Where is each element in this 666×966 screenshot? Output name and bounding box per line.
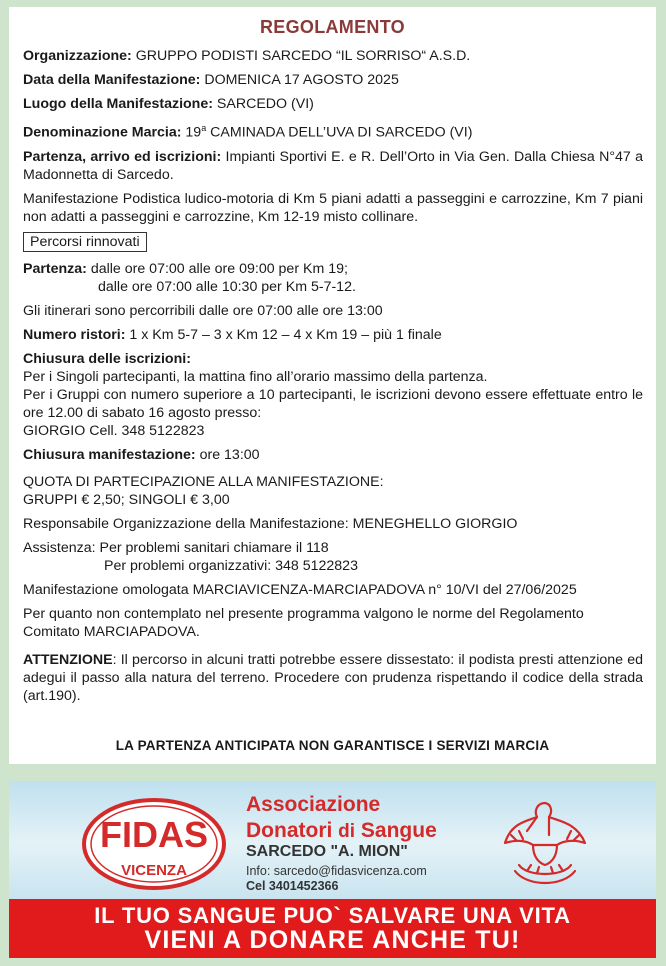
- stations-value: 1 x Km 5-7 – 3 x Km 12 – 4 x Km 19 – più 1 finale: [125, 326, 442, 343]
- stations-label: Numero ristori:: [23, 326, 126, 343]
- contact-email: Info: sarcedo@fidasvicenza.com: [246, 864, 427, 878]
- contact-phone: Cel 3401452366: [246, 879, 339, 893]
- assistance-block: [23, 539, 643, 575]
- association-word2: di: [338, 821, 356, 842]
- renewed-routes-box: Percorsi rinnovati: [23, 232, 147, 252]
- departure-line1: dalle ore 07:00 alle ore 09:00 per Km 19;: [86, 260, 348, 277]
- section-town: SARCEDO "A. MION": [246, 843, 408, 860]
- place-value: SARCEDO (VI): [212, 96, 314, 112]
- organizer-label: Organizzazione:: [23, 48, 132, 64]
- departure-line2: dalle ore 07:00 alle 10:30 per Km 5-7-12.: [98, 278, 356, 295]
- fee-block: [23, 473, 643, 509]
- closing-registration-label: Chiusura delle iscrizioni:: [23, 350, 191, 367]
- description: Manifestazione Podistica ludico-motoria di Km 5 piani adatti a passeggini e carrozzine, Km 7 piani non adatti a passeggini e carrozzine, Km 12-19 misto collinare.: [23, 190, 643, 225]
- start-label: Partenza, arrivo ed iscrizioni:: [23, 148, 222, 165]
- page-title: REGOLAMENTO: [260, 17, 405, 37]
- date-line: [23, 71, 643, 89]
- association-word1: Donatori: [246, 819, 339, 842]
- fidas-logo-icon: [81, 797, 227, 891]
- attention-label: ATTENZIONE: [23, 651, 113, 668]
- closing-registration-line2: Per i Gruppi con numero superiore a 10 partecipanti, le iscrizioni devono essere effettuate entro le ore 12.00 di sabato 16 agosto presso:: [23, 386, 643, 421]
- start-value: Impianti Sportivi E. e R. Dell’Orto in Via Gen. Dalla Chiesa N°47 a Madonnetta di Sarcedo.: [23, 148, 643, 183]
- attention-value: : Il percorso in alcuni tratti potrebbe essere dissestato: il podista presti attenzione ed adegui il passo alla natura del terreno. Procedere con prudenza rispettando il codice della strada (art.190).: [23, 651, 643, 704]
- fee-line2: GRUPPI € 2,50; SINGOLI € 3,00: [23, 491, 230, 508]
- association-word3: Sangue: [355, 819, 437, 842]
- stations-line: [23, 326, 643, 344]
- closing-registration-line3: GIORGIO Cell. 348 5122823: [23, 422, 205, 439]
- closing-registration-line1: Per i Singoli partecipanti, la mattina fino all’orario massimo della partenza.: [23, 368, 488, 385]
- responsible-line: Responsabile Organizzazione della Manifestazione: MENEGHELLO GIORGIO: [23, 515, 518, 532]
- closing-event-line: [23, 446, 643, 464]
- logo-text: FIDAS: [100, 814, 208, 855]
- date-label: Data della Manifestazione:: [23, 72, 201, 88]
- place-line: [23, 95, 643, 113]
- march-name-label: Denominazione Marcia:: [23, 124, 182, 141]
- assistance-line1: Assistenza: Per problemi sanitari chiamare il 118: [23, 539, 329, 556]
- closing-event-label: Chiusura manifestazione:: [23, 446, 196, 463]
- homologation-line: Manifestazione omologata MARCIAVICENZA-MARCIAPADOVA n° 10/VI del 27/06/2025: [23, 581, 577, 598]
- regolamento-card: [9, 7, 656, 764]
- slogan-line2: VIENI A DONARE ANCHE TU!: [144, 926, 521, 954]
- date-value: DOMENICA 17 AGOSTO 2025: [200, 72, 399, 88]
- attention-block: [23, 651, 643, 705]
- slogan-line1: IL TUO SANGUE PUO` SALVARE UNA VITA: [94, 903, 571, 928]
- march-edition: 19: [181, 124, 202, 141]
- closing-registration-block: [23, 350, 643, 440]
- place-label: Luogo della Manifestazione:: [23, 96, 213, 112]
- regolamento-body: [23, 47, 643, 711]
- early-start-notice: LA PARTENZA ANTICIPATA NON GARANTISCE I SERVIZI MARCIA: [115, 738, 550, 753]
- itineraries-line: Gli itinerari sono percorribili dalle ore 07:00 alle ore 13:00: [23, 302, 383, 319]
- rules-note: Per quanto non contemplato nel presente programma valgono le norme del Regolamento Comitato MARCIAPADOVA.: [23, 605, 584, 640]
- association-line1: Associazione: [246, 793, 381, 816]
- fee-line1: QUOTA DI PARTECIPAZIONE ALLA MANIFESTAZIONE:: [23, 473, 384, 490]
- closing-event-value: ore 13:00: [195, 446, 260, 463]
- association-line2: [246, 819, 437, 843]
- organizer-value: GRUPPO PODISTI SARCEDO “IL SORRISO“ A.S.D.: [131, 48, 471, 64]
- departure-block: [23, 260, 643, 296]
- march-edition-sup: a: [201, 123, 207, 133]
- pelican-emblem-icon: [497, 795, 593, 895]
- organizer-line: [23, 47, 643, 65]
- assistance-line2: Per problemi organizzativi: 348 5122823: [104, 557, 358, 574]
- march-name-value: CAMINADA DELL’UVA DI SARCEDO (VI): [206, 124, 473, 141]
- start-line: [23, 148, 643, 184]
- logo-city: VICENZA: [121, 862, 187, 879]
- fidas-banner: [9, 781, 656, 958]
- departure-label: Partenza:: [23, 260, 87, 277]
- march-name-line: [23, 119, 643, 142]
